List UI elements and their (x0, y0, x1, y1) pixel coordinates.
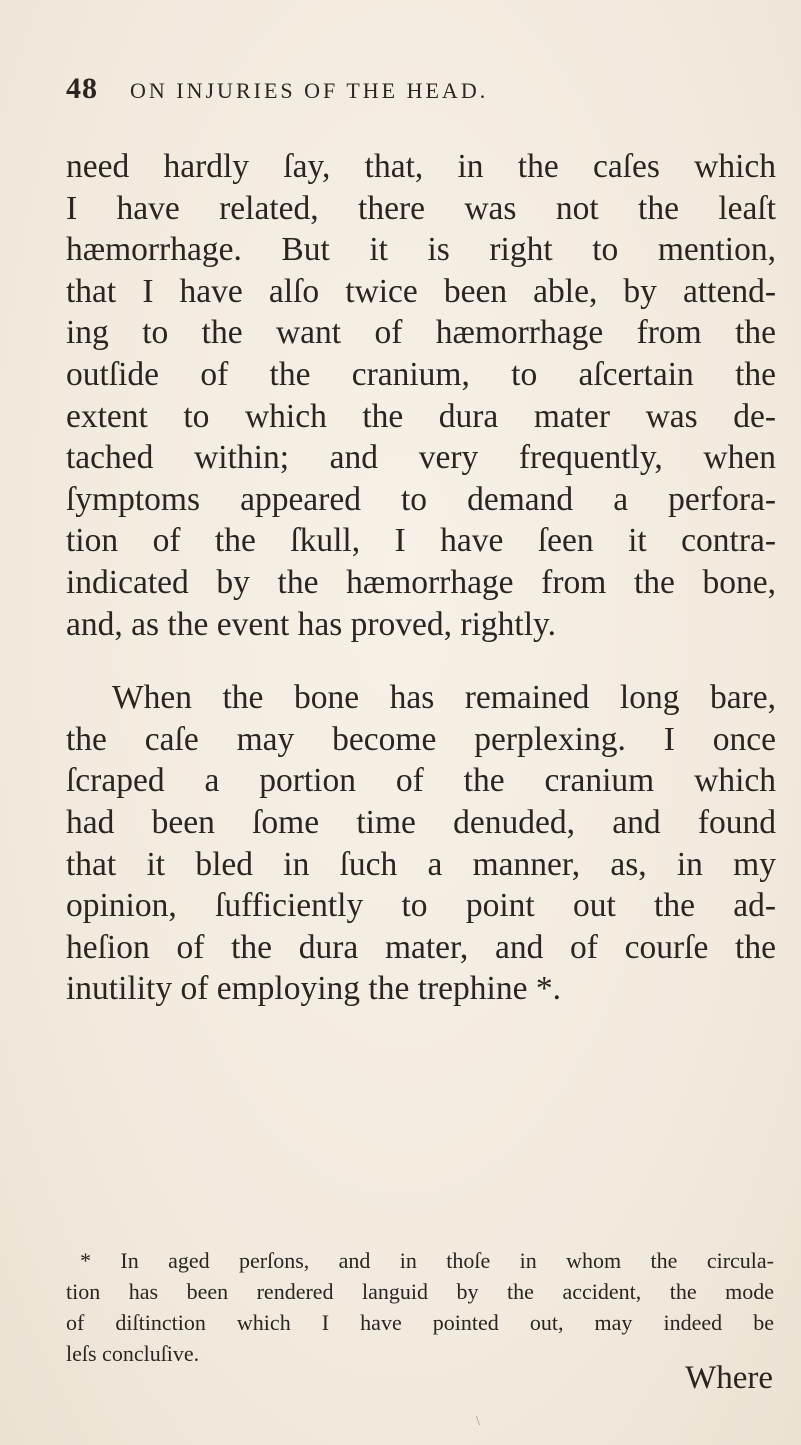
text-line: ſymptoms appeared to demand a perfora- (66, 480, 776, 518)
catchword: Where (685, 1360, 773, 1396)
text-line: had been ſome time denuded, and found (66, 803, 776, 841)
text-line: I have related, there was not the leaſt (66, 189, 776, 227)
text-line: heſion of the dura mater, and of courſe the (66, 928, 776, 966)
footnote (66, 1245, 774, 1369)
text-line: and, as the event has proved, rightly. (66, 605, 556, 643)
text-line: that it bled in ſuch a manner, as, in my (66, 845, 776, 883)
text-line: need hardly ſay, that, in the caſes which (66, 148, 776, 185)
footnote-line: of diſtinction which I have pointed out, may indeed be (66, 1310, 774, 1335)
text-line: extent to which the dura mater was de- (66, 397, 776, 435)
text-line: the caſe may become perplexing. I once (66, 720, 776, 758)
footnote-line: leſs concluſive. (66, 1341, 200, 1366)
text-line: tion of the ſkull, I have ſeen it contra- (66, 522, 776, 560)
paragraph-spacer (66, 645, 776, 677)
text-line: tached within; and very frequently, when (66, 439, 776, 477)
text-line: indicated by the hæmorrhage from the bone, (66, 563, 776, 601)
paragraph-1 (66, 146, 776, 645)
body-text (66, 146, 776, 1010)
text-line: ſcraped a portion of the cranium which (66, 762, 776, 800)
text-line: hæmorrhage. But it is right to mention, (66, 231, 776, 269)
paragraph-2 (66, 677, 776, 1010)
text-line: outſide of the cranium, to aſcertain the (66, 355, 776, 393)
text-line: ing to the want of hæmorrhage from the (66, 314, 776, 352)
footnote-line: tion has been rendered languid by the accident, the mode (66, 1279, 774, 1304)
stray-mark: \ (476, 1414, 480, 1429)
text-line: When the bone has remained long bare, (112, 679, 776, 717)
text-line: that I have alſo twice been able, by attend- (66, 272, 776, 310)
page-header (66, 72, 756, 112)
text-line: opinion, ſufficiently to point out the ad- (66, 887, 776, 925)
text-line: inutility of employing the trephine *. (66, 970, 561, 1008)
running-head: ON INJURIES OF THE HEAD. (130, 78, 489, 103)
page-number: 48 (66, 72, 98, 105)
footnote-line: * In aged perſons, and in thoſe in whom the circula- (80, 1248, 774, 1273)
